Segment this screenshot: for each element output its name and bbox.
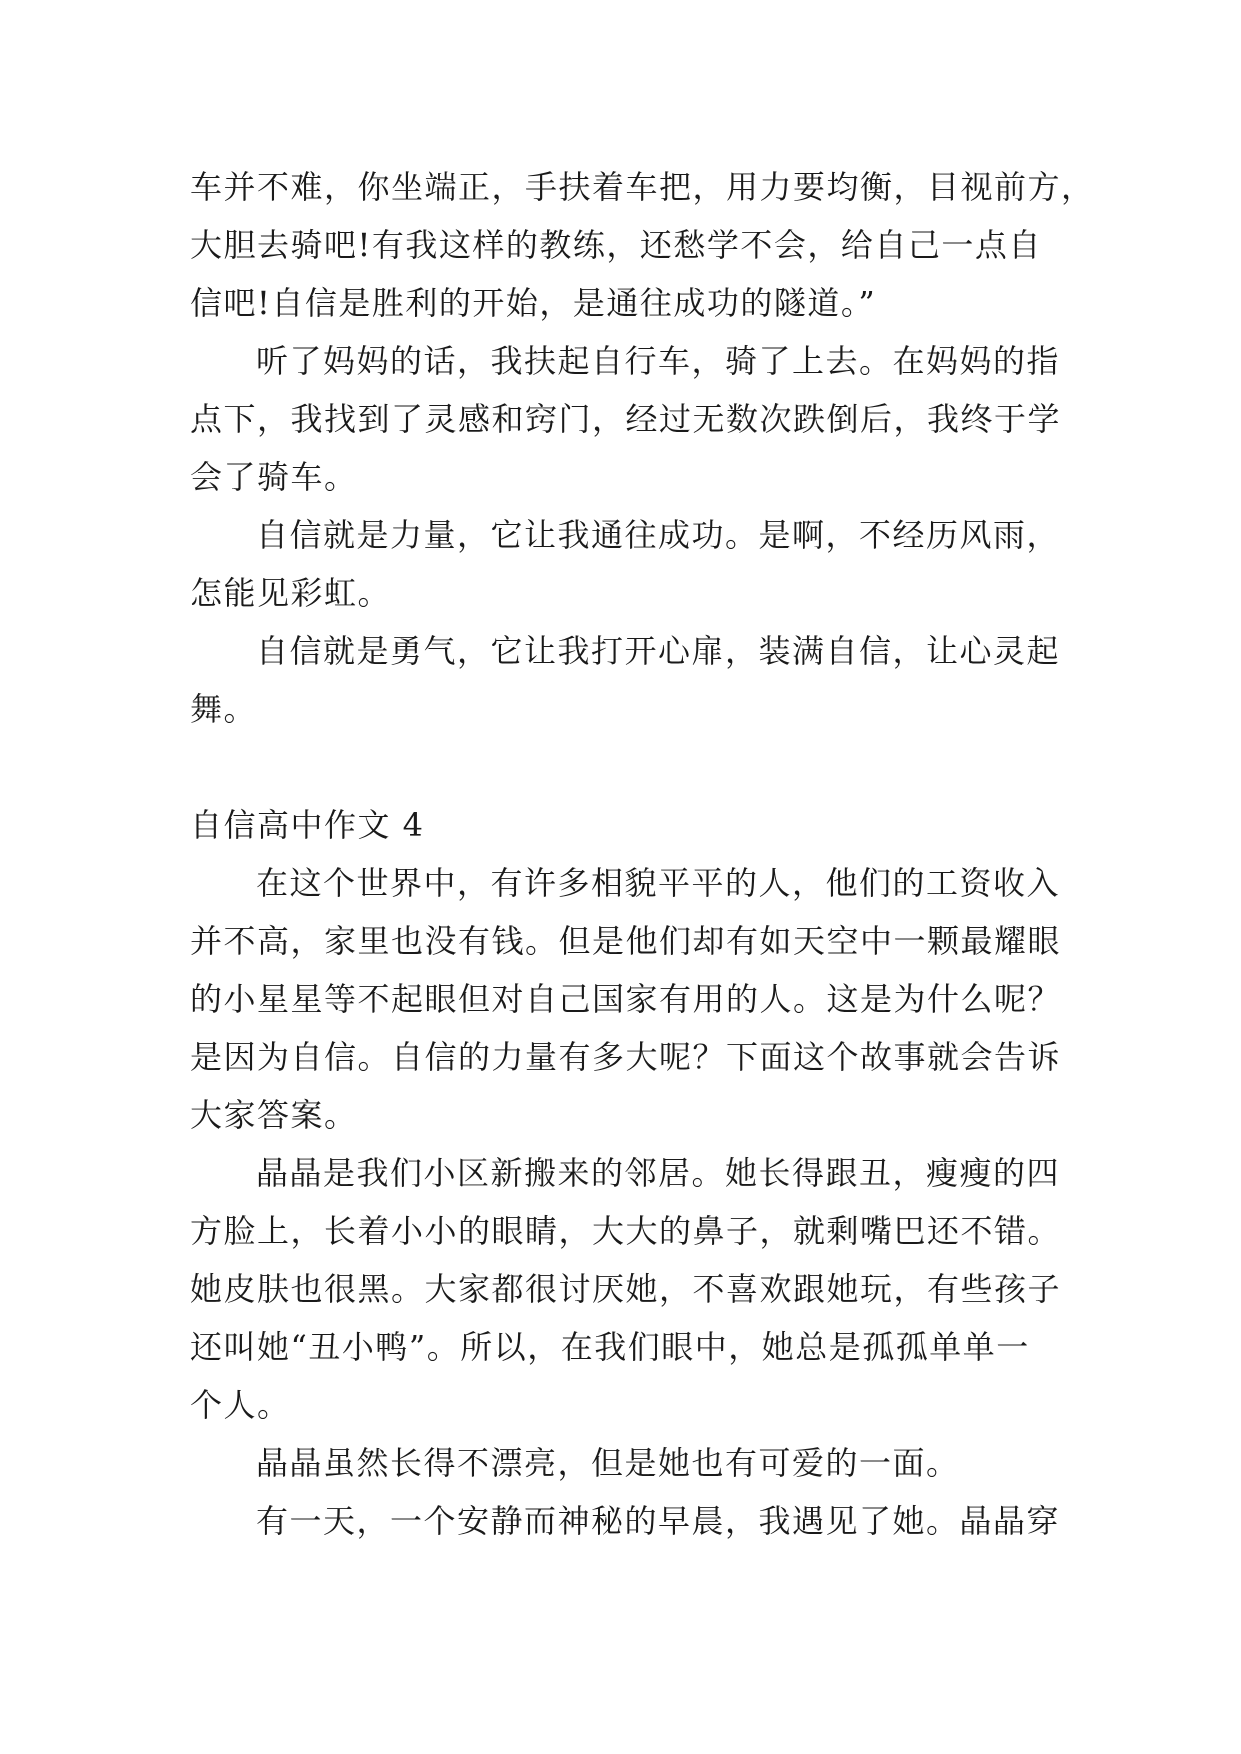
paragraph-line: 大家答案。 xyxy=(190,1096,358,1134)
paragraph-3 xyxy=(190,506,1061,622)
paragraph-line: 车并不难，你坐端正，手扶着车把，用力要均衡，目视前方， xyxy=(190,168,1095,206)
paragraph-line: 她皮肤也很黑。大家都很讨厌她，不喜欢跟她玩，有些孩子 xyxy=(190,1270,1062,1308)
paragraph-line: 晶晶是我们小区新搬来的邻居。她长得跟丑，瘦瘦的四 xyxy=(256,1154,1061,1192)
paragraph-line: 点下，我找到了灵感和窍门，经过无数次跌倒后，我终于学 xyxy=(190,400,1062,438)
paragraph-line: 自信就是勇气，它让我打开心扉，装满自信，让心灵起 xyxy=(256,632,1061,670)
paragraph-line: 个人。 xyxy=(190,1386,291,1424)
paragraph-2 xyxy=(190,332,1062,506)
document-body xyxy=(190,158,1095,1550)
paragraph-1 xyxy=(190,158,1095,332)
paragraph-line: 大胆去骑吧!有我这样的教练，还愁学不会，给自己一点自 xyxy=(190,226,1042,264)
paragraph-line: 怎能见彩虹。 xyxy=(190,574,392,612)
paragraph-line: 舞。 xyxy=(190,690,258,728)
paragraph-line: 是因为自信。自信的力量有多大呢？下面这个故事就会告诉 xyxy=(190,1038,1062,1076)
section-gap xyxy=(190,738,1050,796)
paragraph-line: 在这个世界中，有许多相貌平平的人，他们的工资收入 xyxy=(256,864,1061,902)
paragraph-line: 会了骑车。 xyxy=(190,458,358,496)
paragraph-line: 并不高，家里也没有钱。但是他们却有如天空中一颗最耀眼 xyxy=(190,922,1062,960)
paragraph-line: 听了妈妈的话，我扶起自行车，骑了上去。在妈妈的指 xyxy=(256,342,1061,380)
paragraph-line: 晶晶虽然长得不漂亮，但是她也有可爱的一面。 xyxy=(256,1444,960,1482)
paragraph-4 xyxy=(190,622,1061,738)
paragraph-6 xyxy=(190,1144,1062,1434)
paragraph-line: 的小星星等不起眼但对自己国家有用的人。这是为什么呢？ xyxy=(190,980,1062,1018)
paragraph-line: 方脸上，长着小小的眼睛，大大的鼻子，就剩嘴巴还不错。 xyxy=(190,1212,1062,1250)
section-heading: 自信高中作文 4 xyxy=(190,806,425,844)
paragraph-5 xyxy=(190,854,1062,1144)
paragraph-line: 自信就是力量，它让我通往成功。是啊，不经历风雨， xyxy=(256,516,1061,554)
paragraph-7 xyxy=(190,1434,1050,1492)
paragraph-line: 有一天，一个安静而神秘的早晨，我遇见了她。晶晶穿 xyxy=(256,1502,1061,1540)
paragraph-line: 还叫她“丑小鸭”。所以，在我们眼中，她总是孤孤单单一 xyxy=(190,1328,1030,1366)
paragraph-line: 信吧!自信是胜利的开始，是通往成功的隧道。” xyxy=(190,284,877,322)
paragraph-8 xyxy=(190,1492,1061,1550)
